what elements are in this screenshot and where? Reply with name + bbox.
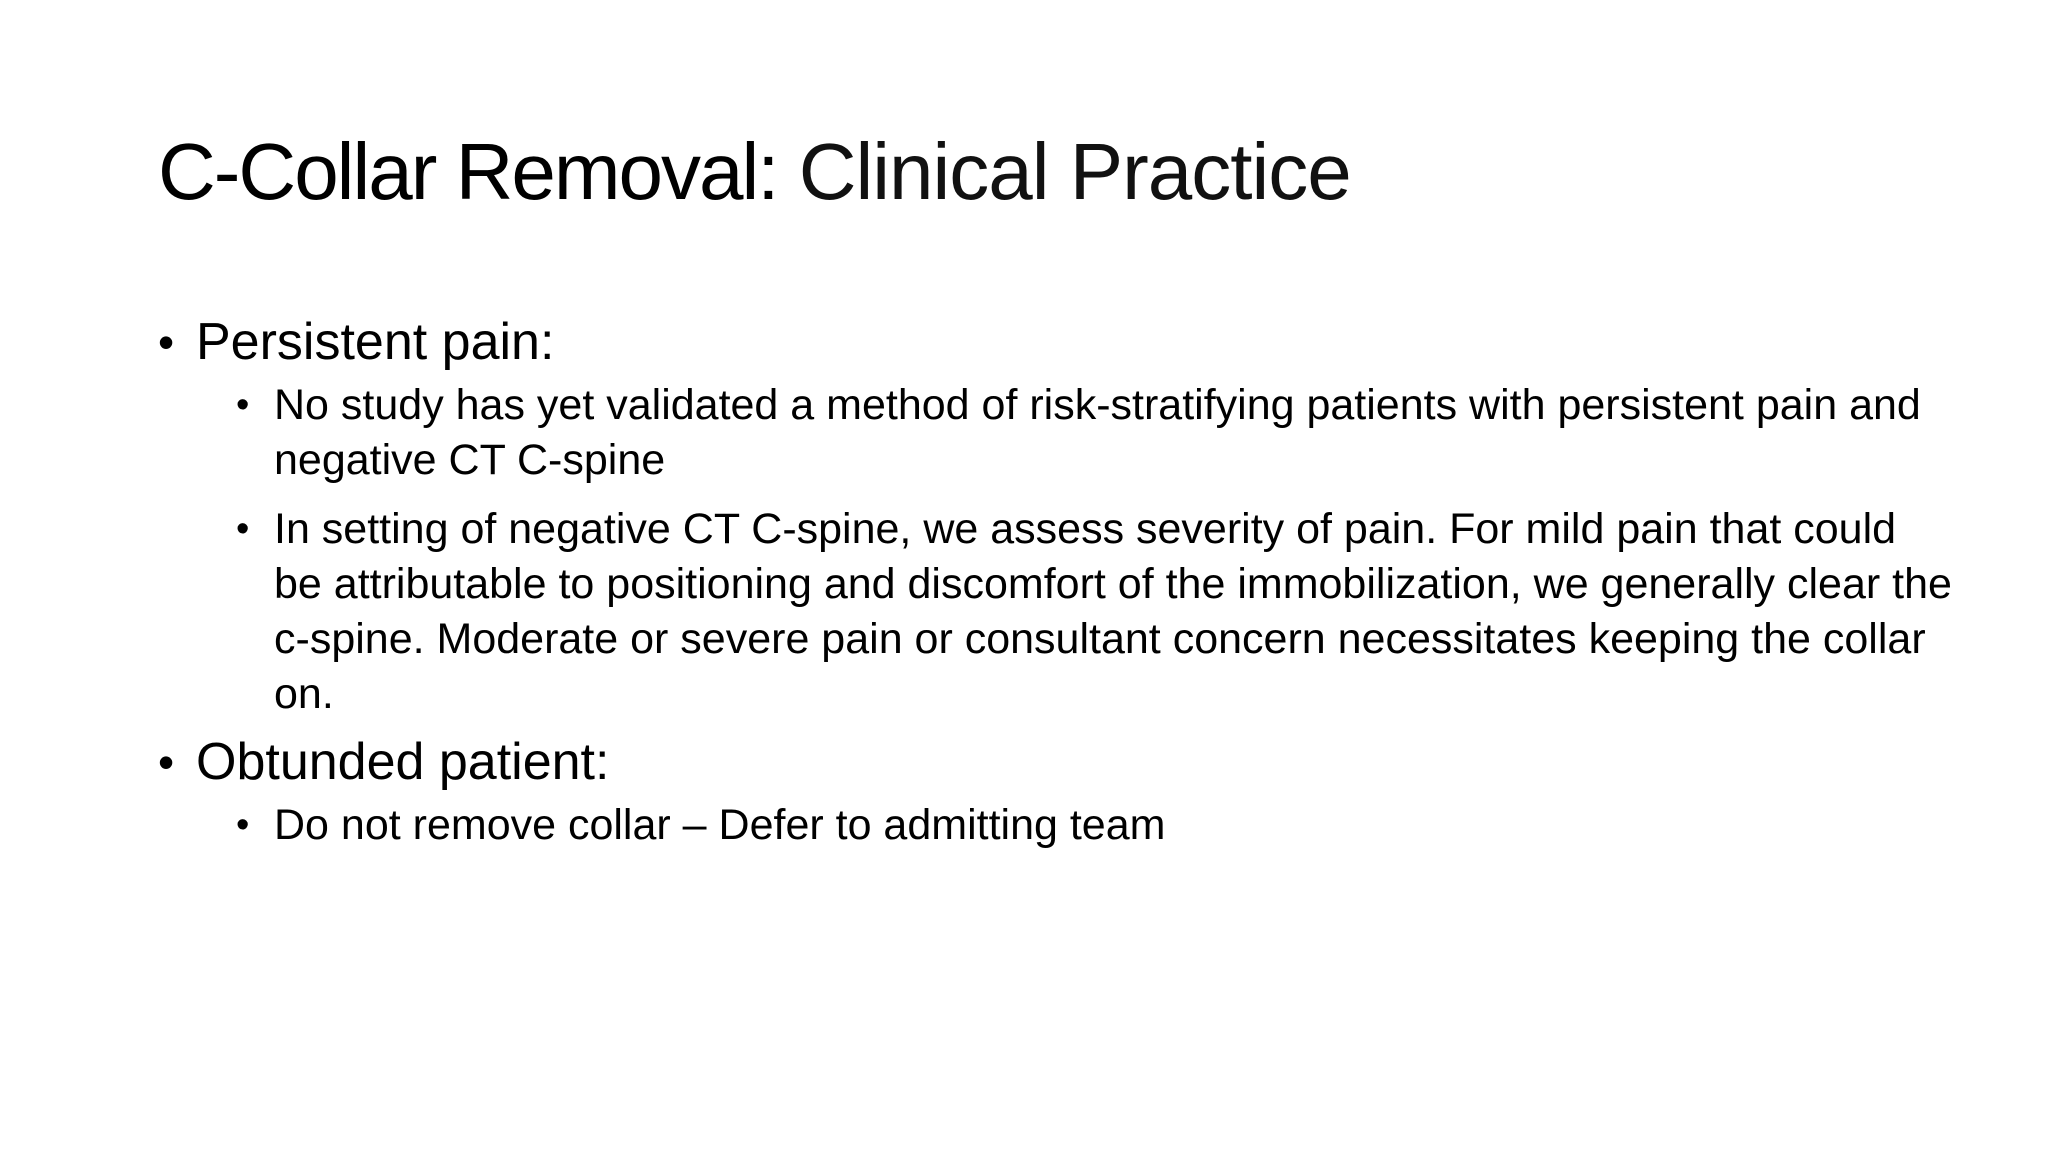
subpoint-text: No study has yet validated a method of risk-stratifying patients with persistent pain and negative CT C-spine [274, 381, 1921, 484]
section-persistent-pain [158, 310, 1952, 722]
bullet-dot: • [158, 736, 175, 788]
subpoint-list [236, 378, 1952, 722]
subpoint-list [236, 798, 1918, 853]
subpoint [236, 378, 1954, 488]
slide-title-main: C-Collar Removal: [158, 127, 778, 216]
slide-title-subtitle: Clinical Practice [777, 127, 1351, 216]
bullet-dot: • [236, 508, 250, 550]
section-obtunded-patient [158, 730, 1918, 853]
bullet-dot: • [158, 316, 175, 368]
section-heading: Obtunded patient: [196, 733, 610, 791]
section-heading: Persistent pain: [196, 313, 555, 371]
bullet-dot: • [236, 804, 250, 846]
subpoint [236, 798, 1954, 853]
subpoint [236, 502, 1954, 722]
bullet-dot: • [236, 384, 250, 426]
slide-title [158, 124, 1351, 220]
subpoint-text: Do not remove collar – Defer to admitting team [274, 801, 1166, 849]
subpoint-text: In setting of negative CT C-spine, we assess severity of pain. For mild pain that could be attributable to positioning and discomfort of the immobilization, we generally clear the c-spine. Moderate or severe pain or consultant concern necessitates keeping the collar on. [274, 505, 1952, 718]
slide-content [158, 310, 1952, 853]
